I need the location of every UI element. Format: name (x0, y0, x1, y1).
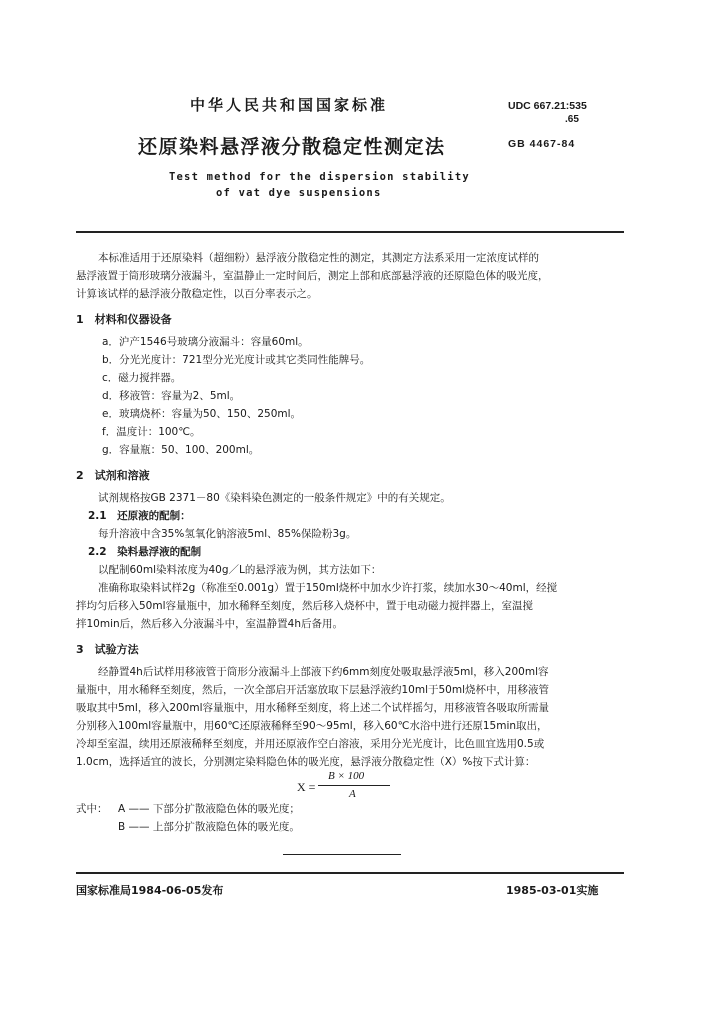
udc-number-suffix: .65 (565, 114, 579, 125)
formula-numerator: B × 100 (328, 770, 365, 782)
section-heading: 1 材料和仪器设备 (76, 313, 172, 326)
gb-number: GB 4467-84 (508, 138, 576, 150)
end-rule (283, 854, 401, 855)
list-item: a．沪产1546号玻璃分液漏斗：容量60ml。 (102, 336, 309, 348)
subsection-heading: 2.2 染料悬浮液的配制 (88, 546, 202, 558)
variable-definition: A —— 下部分扩散液隐色体的吸光度； (118, 803, 300, 815)
english-title-line-2: of vat dye suspensions (216, 187, 382, 199)
paragraph-line: 准确称取染料试样2g（称准至0.001g）置于150ml烧杯中加水少许打浆，续加水30～40ml，经搅 (98, 582, 558, 594)
subsection-heading: 2.1 还原液的配制： (88, 510, 191, 522)
paragraph-line: 量瓶中，用水稀释至刻度，然后，一次全部启开活塞放取下层悬浮液约10ml于50ml烧杯中，用移液管 (76, 684, 550, 696)
document-title: 还原染料悬浮液分散稳定性测定法 (138, 136, 446, 158)
section-heading: 2 试剂和溶液 (76, 469, 150, 482)
list-item: d．移液管：容量为2、5ml。 (102, 390, 241, 402)
section-heading: 3 试验方法 (76, 643, 139, 656)
list-item: b．分光光度计：721型分光光度计或其它类同性能牌号。 (102, 354, 371, 366)
paragraph-line: 经静置4h后试样用移液管于筒形分液漏斗上部液下约6mm刻度处吸取悬浮液5ml，移入200ml容 (98, 666, 549, 678)
paragraph-line: 冷却至室温，续用还原液稀释至刻度，并用还原液作空白溶液，采用分光光度计，比色皿宜选用0.5或 (76, 738, 545, 750)
udc-number: UDC 667.21:535 (508, 100, 587, 112)
effective-date: 1985-03-01实施 (506, 884, 599, 897)
paragraph-line: 吸取其中5ml，移入200ml容量瓶中，用水稀释至刻度，将上述二个试样摇匀，用移液管各吸取所需量 (76, 702, 550, 714)
list-item: e．玻璃烧杯：容量为50、150、250ml。 (102, 408, 302, 420)
variable-definition: B —— 上部分扩散液隐色体的吸光度。 (118, 821, 300, 833)
list-item: f．温度计：100℃。 (102, 426, 201, 438)
fraction-bar (318, 785, 390, 786)
paragraph-line: 分别移入100ml容量瓶中，用60℃还原液稀释至90～95ml，移入60℃水浴中进行还原15min取出， (76, 720, 548, 732)
paragraph-line: 拌10min后，然后移入分液漏斗中，室温静置4h后备用。 (76, 618, 343, 630)
formula-denominator: A (349, 788, 356, 800)
paragraph-line: 每升溶液中含35%氢氧化钠溶液5ml、85%保险粉3g。 (98, 528, 357, 540)
paragraph-line: 1.0cm，选择适宜的波长，分别测定染料隐色体的吸光度，悬浮液分散稳定性（X）%按下式计算： (76, 756, 536, 768)
header-rule (76, 231, 624, 233)
intro-line: 本标准适用于还原染料（超细粉）悬浮液分散稳定性的测定，其测定方法系采用一定浓度试样的 (98, 252, 539, 264)
english-title-line-1: Test method for the dispersion stability (169, 171, 470, 183)
intro-line: 悬浮液置于筒形玻璃分液漏斗，室温静止一定时间后，测定上部和底部悬浮液的还原隐色体的吸光度， (76, 270, 549, 282)
paragraph-line: 试剂规格按GB 2371－80《染料染色测定的一般条件规定》中的有关规定。 (98, 492, 451, 504)
list-item: g．容量瓶：50、100、200ml。 (102, 444, 260, 456)
where-label: 式中： (76, 803, 108, 815)
standard-title: 中华人民共和国国家标准 (190, 96, 389, 114)
paragraph-line: 拌均匀后移入50ml容量瓶中，加水稀释至刻度，然后移入烧杯中，置于电动磁力搅拌器上，室温搅 (76, 600, 534, 612)
paragraph-line: 以配制60ml染料浓度为40g／L的悬浮液为例，其方法如下： (98, 564, 382, 576)
footer-rule (76, 872, 624, 874)
intro-line: 计算该试样的悬浮液分散稳定性，以百分率表示之。 (76, 288, 318, 300)
list-item: c．磁力搅拌器。 (102, 372, 182, 384)
issued-date: 国家标准局1984-06-05发布 (76, 884, 224, 897)
formula-lhs: X = (297, 780, 316, 794)
